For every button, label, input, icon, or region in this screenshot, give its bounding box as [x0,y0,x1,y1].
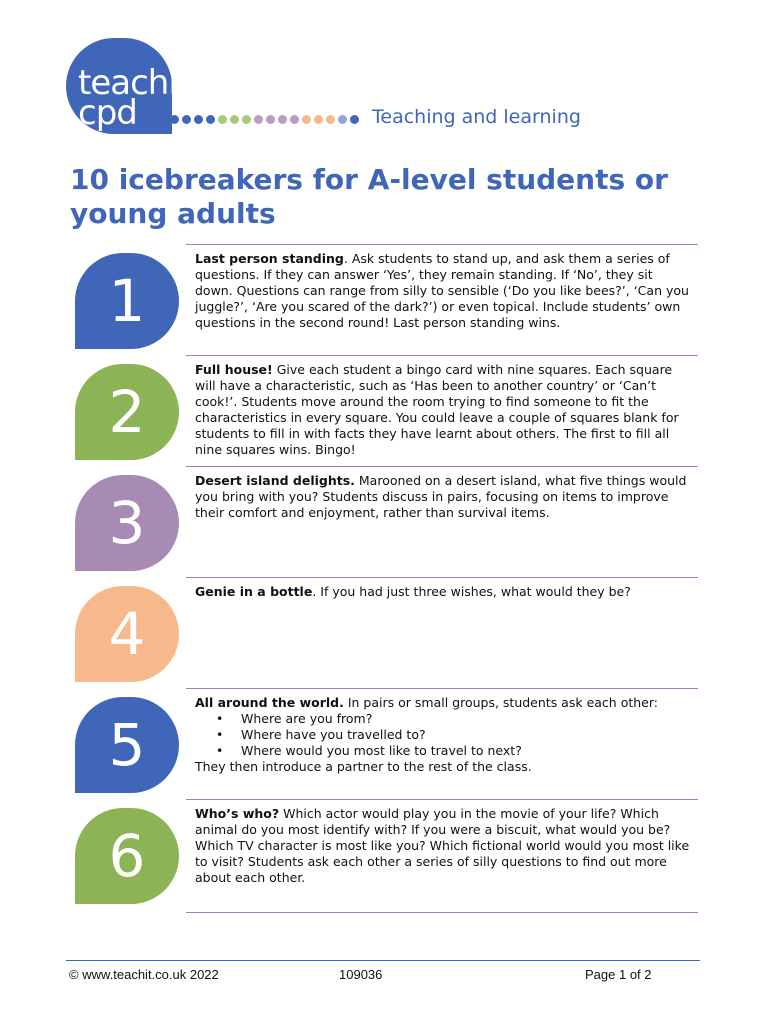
item-body: . Ask students to stand up, and ask them a series of questions. If they can answer ‘Yes’, they remain standing. If ‘No’, they sit down. Questions can range from silly to sensible (‘Do you like bees?’, ‘Can you juggle?’, ‘Are you scared of the dark?’) or even topical. Include students’ own questions in the second round! Last person standing wins. [195,251,689,330]
item-body: In pairs or small groups, students ask each other: [343,695,658,710]
decorative-dot [290,115,299,124]
decorative-dot [350,115,359,124]
item-heading: All around the world. [195,695,344,710]
bullet-list [195,711,690,759]
item-text [186,577,698,688]
logo-text-cpd: cpd [78,93,137,133]
header-tagline: Teaching and learning [372,106,581,128]
item-heading: Who’s who? [195,806,280,821]
icebreaker-item-3 [70,466,698,577]
decorative-dot [230,115,239,124]
item-text [186,466,698,577]
page-title: 10 icebreakers for A-level students or young adults [70,163,668,230]
number-badge: 6 [75,808,179,904]
decorative-dot [314,115,323,124]
decorative-dot [338,115,347,124]
list-bottom-divider [186,912,698,913]
item-body: Give each student a bingo card with nine squares. Each square will have a characteristic, such as ‘Has been to another country’ or ‘Can’t cook!’. Students move around the room trying to find someone to fit the characteristics in every square. You could leave a couple of squares blank for students to fill in with facts they have learnt about others. The first to fill all nine squares wins. Bingo! [195,362,679,457]
footer-code: 109036 [339,967,383,982]
decorative-dot [170,115,179,124]
decorative-dot [182,115,191,124]
icebreaker-item-5 [70,688,698,799]
decorative-dot [266,115,275,124]
item-text [186,244,698,355]
number-badge: 4 [75,586,179,682]
decorative-dot [302,115,311,124]
decorative-dot [278,115,287,124]
item-heading: Genie in a bottle [195,584,313,599]
icebreaker-item-6 [70,799,698,910]
item-text [186,799,698,910]
number-badge: 5 [75,697,179,793]
footer-page-number: Page 1 of 2 [585,967,652,982]
number-badge: 3 [75,475,179,571]
icebreaker-list [70,244,698,910]
item-text [186,688,698,799]
decorative-dot [242,115,251,124]
decorative-dots [170,115,359,124]
item-heading: Desert island delights. [195,473,355,488]
item-text [186,355,698,466]
item-body: Marooned on a desert island, what five things would you bring with you? Students discuss in pairs, focusing on items to improve their comfort and enjoyment, rather than survival items. [195,473,687,520]
decorative-dot [218,115,227,124]
item-body: . If you had just three wishes, what would they be? [312,584,631,599]
item-after-text: They then introduce a partner to the rest of the class. [195,759,532,774]
item-heading: Last person standing [195,251,344,266]
number-badge: 2 [75,364,179,460]
footer-divider [66,960,700,961]
teachit-cpd-logo [66,38,190,134]
list-item: • Where would you most like to travel to next? [241,743,690,759]
logo-text-teachit: teachit [78,63,190,103]
decorative-dot [194,115,203,124]
icebreaker-item-2 [70,355,698,466]
list-item: • Where are you from? [241,711,690,727]
icebreaker-item-4 [70,577,698,688]
decorative-dot [254,115,263,124]
item-body: Which actor would play you in the movie of your life? Which animal do you most identify with? If you were a biscuit, what would you be? Which TV character is most like you? Which fictional world would you most like to visit? Students ask each other a series of silly questions to find out more about each other. [195,806,690,885]
decorative-dot [326,115,335,124]
number-badge: 1 [75,253,179,349]
list-item: • Where have you travelled to? [241,727,690,743]
decorative-dot [206,115,215,124]
item-heading: Full house! [195,362,273,377]
footer-copyright: © www.teachit.co.uk 2022 [69,967,219,982]
icebreaker-item-1 [70,244,698,355]
